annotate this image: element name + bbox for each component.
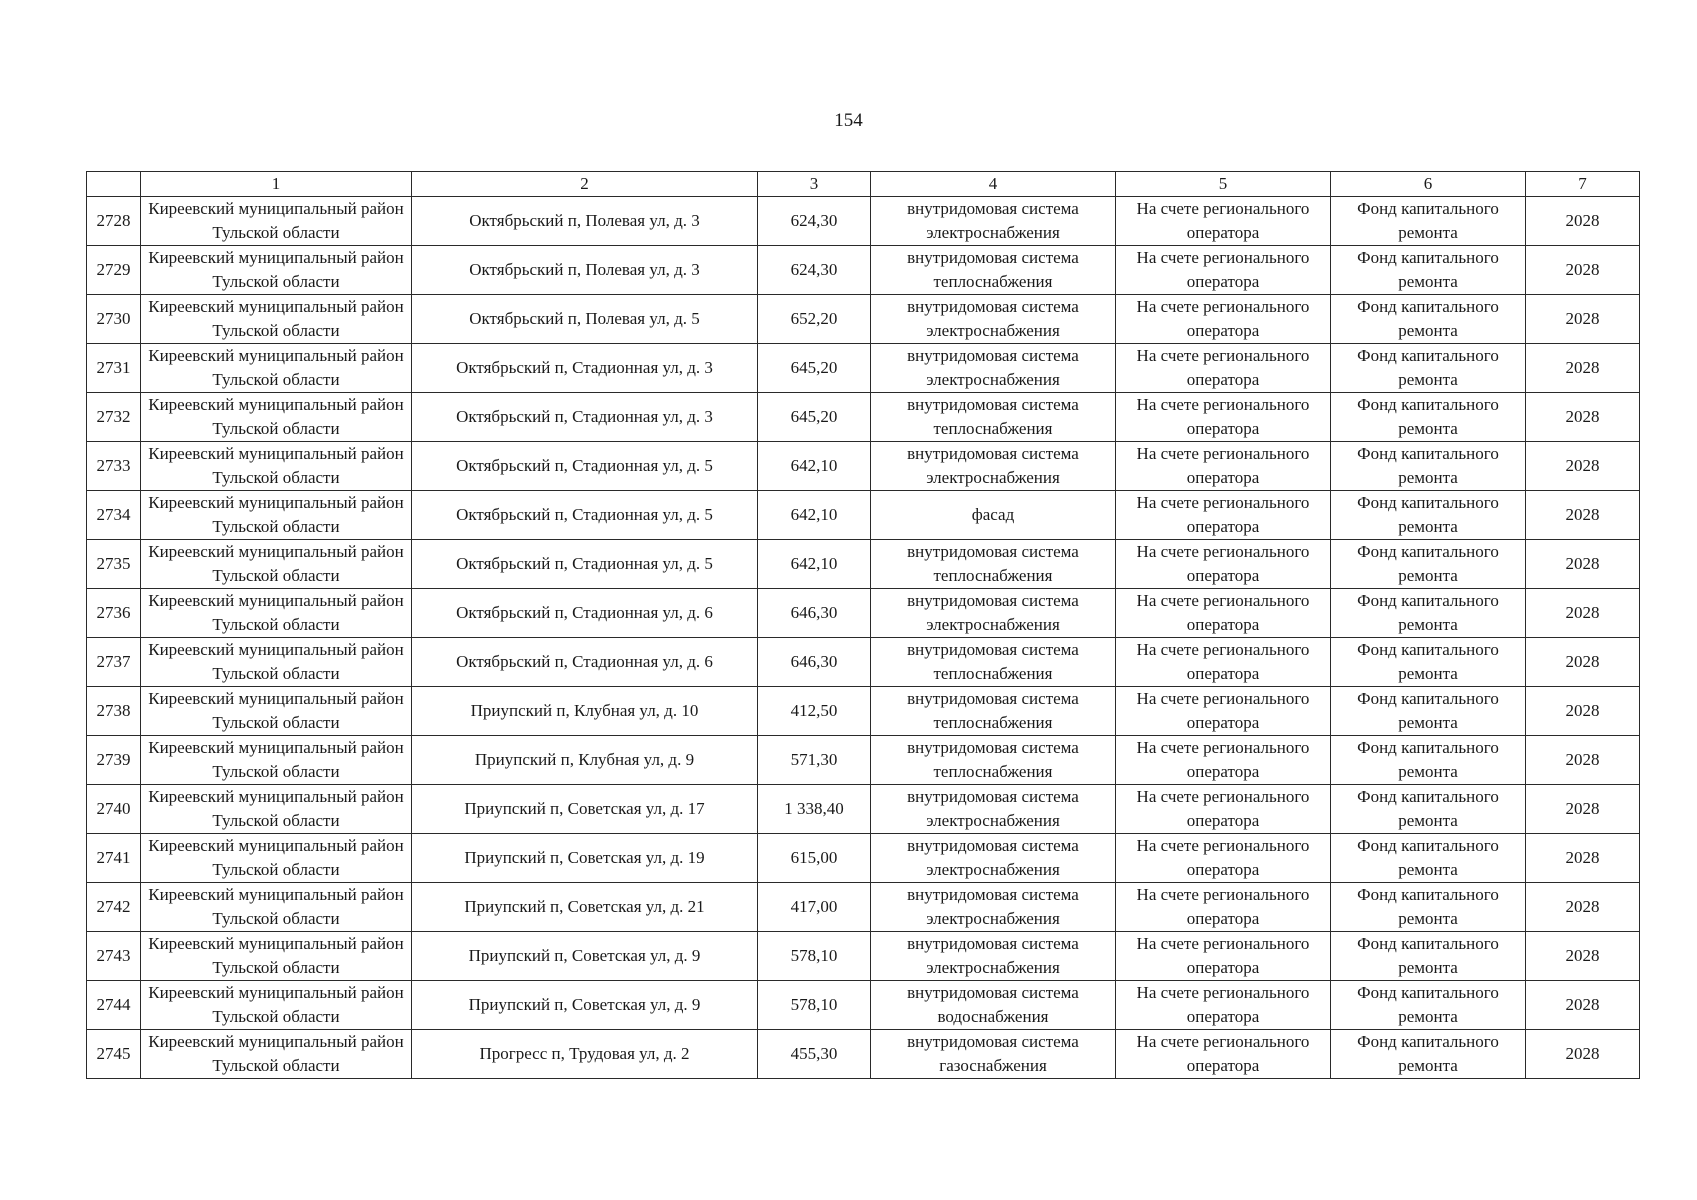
funding-source-cell: Фонд капитального ремонта (1331, 246, 1526, 295)
address-cell: Октябрьский п, Стадионная ул, д. 5 (412, 442, 758, 491)
table-row (87, 344, 1640, 393)
fund-account-cell: На счете регионального оператора (1116, 736, 1331, 785)
repair-element-cell: внутридомовая система теплоснабжения (871, 638, 1116, 687)
fund-account-cell: На счете регионального оператора (1116, 1030, 1331, 1079)
row-number-cell: 2741 (87, 834, 141, 883)
table-header (87, 172, 1640, 197)
repair-element-cell: внутридомовая система электроснабжения (871, 883, 1116, 932)
municipality-cell: Киреевский муниципальный район Тульской области (141, 638, 412, 687)
fund-account-cell: На счете регионального оператора (1116, 932, 1331, 981)
table-row (87, 295, 1640, 344)
area-cell: 642,10 (758, 491, 871, 540)
year-cell: 2028 (1526, 491, 1640, 540)
table-body (87, 197, 1640, 1079)
row-number-cell: 2735 (87, 540, 141, 589)
row-number-cell: 2740 (87, 785, 141, 834)
area-cell: 646,30 (758, 638, 871, 687)
municipality-cell: Киреевский муниципальный район Тульской области (141, 981, 412, 1030)
row-number-cell: 2736 (87, 589, 141, 638)
area-cell: 642,10 (758, 442, 871, 491)
year-cell: 2028 (1526, 932, 1640, 981)
repair-element-cell: внутридомовая система теплоснабжения (871, 687, 1116, 736)
area-cell: 578,10 (758, 932, 871, 981)
funding-source-cell: Фонд капитального ремонта (1331, 442, 1526, 491)
municipality-cell: Киреевский муниципальный район Тульской области (141, 589, 412, 638)
funding-source-cell: Фонд капитального ремонта (1331, 344, 1526, 393)
fund-account-cell: На счете регионального оператора (1116, 442, 1331, 491)
repair-element-cell: внутридомовая система теплоснабжения (871, 246, 1116, 295)
municipality-cell: Киреевский муниципальный район Тульской области (141, 785, 412, 834)
fund-account-cell: На счете регионального оператора (1116, 687, 1331, 736)
table-row (87, 932, 1640, 981)
row-number-cell: 2737 (87, 638, 141, 687)
fund-account-cell: На счете регионального оператора (1116, 246, 1331, 295)
repair-element-cell: внутридомовая система электроснабжения (871, 785, 1116, 834)
funding-source-cell: Фонд капитального ремонта (1331, 785, 1526, 834)
funding-source-cell: Фонд капитального ремонта (1331, 687, 1526, 736)
row-number-cell: 2729 (87, 246, 141, 295)
fund-account-cell: На счете регионального оператора (1116, 491, 1331, 540)
repair-element-cell: внутридомовая система теплоснабжения (871, 393, 1116, 442)
fund-account-cell: На счете регионального оператора (1116, 834, 1331, 883)
table-row (87, 981, 1640, 1030)
row-number-cell: 2739 (87, 736, 141, 785)
address-cell: Прогресс п, Трудовая ул, д. 2 (412, 1030, 758, 1079)
row-number-cell: 2730 (87, 295, 141, 344)
fund-account-cell: На счете регионального оператора (1116, 785, 1331, 834)
row-number-cell: 2738 (87, 687, 141, 736)
municipality-cell: Киреевский муниципальный район Тульской области (141, 883, 412, 932)
year-cell: 2028 (1526, 638, 1640, 687)
repair-element-cell: внутридомовая система электроснабжения (871, 344, 1116, 393)
funding-source-cell: Фонд капитального ремонта (1331, 197, 1526, 246)
repair-element-cell: внутридомовая система электроснабжения (871, 589, 1116, 638)
funding-source-cell: Фонд капитального ремонта (1331, 883, 1526, 932)
address-cell: Приупский п, Советская ул, д. 9 (412, 981, 758, 1030)
funding-source-cell: Фонд капитального ремонта (1331, 736, 1526, 785)
address-cell: Октябрьский п, Стадионная ул, д. 3 (412, 344, 758, 393)
fund-account-cell: На счете регионального оператора (1116, 295, 1331, 344)
year-cell: 2028 (1526, 295, 1640, 344)
row-number-cell: 2745 (87, 1030, 141, 1079)
header-row (87, 172, 1640, 197)
row-number-cell: 2731 (87, 344, 141, 393)
row-number-cell: 2743 (87, 932, 141, 981)
municipality-cell: Киреевский муниципальный район Тульской области (141, 295, 412, 344)
address-cell: Октябрьский п, Полевая ул, д. 5 (412, 295, 758, 344)
header-cell-6: 6 (1331, 172, 1526, 197)
year-cell: 2028 (1526, 344, 1640, 393)
repair-element-cell: внутридомовая система теплоснабжения (871, 540, 1116, 589)
header-cell-4: 4 (871, 172, 1116, 197)
funding-source-cell: Фонд капитального ремонта (1331, 295, 1526, 344)
year-cell: 2028 (1526, 981, 1640, 1030)
year-cell: 2028 (1526, 834, 1640, 883)
repair-element-cell: внутридомовая система газоснабжения (871, 1030, 1116, 1079)
address-cell: Октябрьский п, Стадионная ул, д. 3 (412, 393, 758, 442)
address-cell: Приупский п, Клубная ул, д. 9 (412, 736, 758, 785)
fund-account-cell: На счете регионального оператора (1116, 197, 1331, 246)
table-row (87, 834, 1640, 883)
funding-source-cell: Фонд капитального ремонта (1331, 393, 1526, 442)
fund-account-cell: На счете регионального оператора (1116, 638, 1331, 687)
address-cell: Приупский п, Советская ул, д. 19 (412, 834, 758, 883)
area-cell: 642,10 (758, 540, 871, 589)
fund-account-cell: На счете регионального оператора (1116, 393, 1331, 442)
area-cell: 455,30 (758, 1030, 871, 1079)
year-cell: 2028 (1526, 393, 1640, 442)
address-cell: Приупский п, Советская ул, д. 9 (412, 932, 758, 981)
year-cell: 2028 (1526, 246, 1640, 295)
municipality-cell: Киреевский муниципальный район Тульской области (141, 540, 412, 589)
repair-element-cell: внутридомовая система электроснабжения (871, 295, 1116, 344)
row-number-cell: 2734 (87, 491, 141, 540)
table-row (87, 197, 1640, 246)
header-cell-7: 7 (1526, 172, 1640, 197)
area-cell: 412,50 (758, 687, 871, 736)
area-cell: 645,20 (758, 344, 871, 393)
table-row (87, 785, 1640, 834)
municipality-cell: Киреевский муниципальный район Тульской области (141, 393, 412, 442)
area-cell: 417,00 (758, 883, 871, 932)
municipality-cell: Киреевский муниципальный район Тульской области (141, 442, 412, 491)
address-cell: Октябрьский п, Стадионная ул, д. 5 (412, 540, 758, 589)
funding-source-cell: Фонд капитального ремонта (1331, 932, 1526, 981)
year-cell: 2028 (1526, 736, 1640, 785)
address-cell: Октябрьский п, Полевая ул, д. 3 (412, 246, 758, 295)
repair-element-cell: внутридомовая система электроснабжения (871, 197, 1116, 246)
table-row (87, 491, 1640, 540)
page-number: 154 (834, 110, 863, 131)
table-row (87, 393, 1640, 442)
header-cell-1: 1 (141, 172, 412, 197)
header-cell-2: 2 (412, 172, 758, 197)
table-row (87, 1030, 1640, 1079)
repair-element-cell: внутридомовая система теплоснабжения (871, 736, 1116, 785)
header-cell-3: 3 (758, 172, 871, 197)
funding-source-cell: Фонд капитального ремонта (1331, 1030, 1526, 1079)
year-cell: 2028 (1526, 687, 1640, 736)
area-cell: 578,10 (758, 981, 871, 1030)
municipality-cell: Киреевский муниципальный район Тульской области (141, 197, 412, 246)
year-cell: 2028 (1526, 1030, 1640, 1079)
table-row (87, 638, 1640, 687)
capital-repair-table (86, 171, 1640, 1079)
fund-account-cell: На счете регионального оператора (1116, 589, 1331, 638)
area-cell: 1 338,40 (758, 785, 871, 834)
municipality-cell: Киреевский муниципальный район Тульской области (141, 246, 412, 295)
table-row (87, 442, 1640, 491)
area-cell: 652,20 (758, 295, 871, 344)
funding-source-cell: Фонд капитального ремонта (1331, 540, 1526, 589)
municipality-cell: Киреевский муниципальный район Тульской области (141, 344, 412, 393)
fund-account-cell: На счете регионального оператора (1116, 540, 1331, 589)
funding-source-cell: Фонд капитального ремонта (1331, 491, 1526, 540)
repair-element-cell: фасад (871, 491, 1116, 540)
funding-source-cell: Фонд капитального ремонта (1331, 638, 1526, 687)
row-number-cell: 2732 (87, 393, 141, 442)
year-cell: 2028 (1526, 883, 1640, 932)
area-cell: 615,00 (758, 834, 871, 883)
municipality-cell: Киреевский муниципальный район Тульской области (141, 736, 412, 785)
funding-source-cell: Фонд капитального ремонта (1331, 834, 1526, 883)
area-cell: 571,30 (758, 736, 871, 785)
header-cell-number (87, 172, 141, 197)
area-cell: 646,30 (758, 589, 871, 638)
fund-account-cell: На счете регионального оператора (1116, 883, 1331, 932)
row-number-cell: 2744 (87, 981, 141, 1030)
table-row (87, 540, 1640, 589)
address-cell: Октябрьский п, Стадионная ул, д. 5 (412, 491, 758, 540)
municipality-cell: Киреевский муниципальный район Тульской области (141, 491, 412, 540)
row-number-cell: 2728 (87, 197, 141, 246)
municipality-cell: Киреевский муниципальный район Тульской области (141, 834, 412, 883)
repair-element-cell: внутридомовая система водоснабжения (871, 981, 1116, 1030)
table-row (87, 687, 1640, 736)
municipality-cell: Киреевский муниципальный район Тульской области (141, 1030, 412, 1079)
year-cell: 2028 (1526, 785, 1640, 834)
address-cell: Приупский п, Советская ул, д. 21 (412, 883, 758, 932)
repair-element-cell: внутридомовая система электроснабжения (871, 442, 1116, 491)
table-row (87, 736, 1640, 785)
address-cell: Приупский п, Советская ул, д. 17 (412, 785, 758, 834)
table-row (87, 589, 1640, 638)
fund-account-cell: На счете регионального оператора (1116, 981, 1331, 1030)
table-row (87, 246, 1640, 295)
repair-element-cell: внутридомовая система электроснабжения (871, 932, 1116, 981)
row-number-cell: 2742 (87, 883, 141, 932)
municipality-cell: Киреевский муниципальный район Тульской области (141, 687, 412, 736)
address-cell: Октябрьский п, Стадионная ул, д. 6 (412, 589, 758, 638)
area-cell: 645,20 (758, 393, 871, 442)
address-cell: Октябрьский п, Стадионная ул, д. 6 (412, 638, 758, 687)
year-cell: 2028 (1526, 442, 1640, 491)
row-number-cell: 2733 (87, 442, 141, 491)
address-cell: Октябрьский п, Полевая ул, д. 3 (412, 197, 758, 246)
year-cell: 2028 (1526, 589, 1640, 638)
year-cell: 2028 (1526, 197, 1640, 246)
funding-source-cell: Фонд капитального ремонта (1331, 589, 1526, 638)
fund-account-cell: На счете регионального оператора (1116, 344, 1331, 393)
repair-element-cell: внутридомовая система электроснабжения (871, 834, 1116, 883)
table-row (87, 883, 1640, 932)
year-cell: 2028 (1526, 540, 1640, 589)
funding-source-cell: Фонд капитального ремонта (1331, 981, 1526, 1030)
header-cell-5: 5 (1116, 172, 1331, 197)
municipality-cell: Киреевский муниципальный район Тульской области (141, 932, 412, 981)
area-cell: 624,30 (758, 197, 871, 246)
area-cell: 624,30 (758, 246, 871, 295)
address-cell: Приупский п, Клубная ул, д. 10 (412, 687, 758, 736)
